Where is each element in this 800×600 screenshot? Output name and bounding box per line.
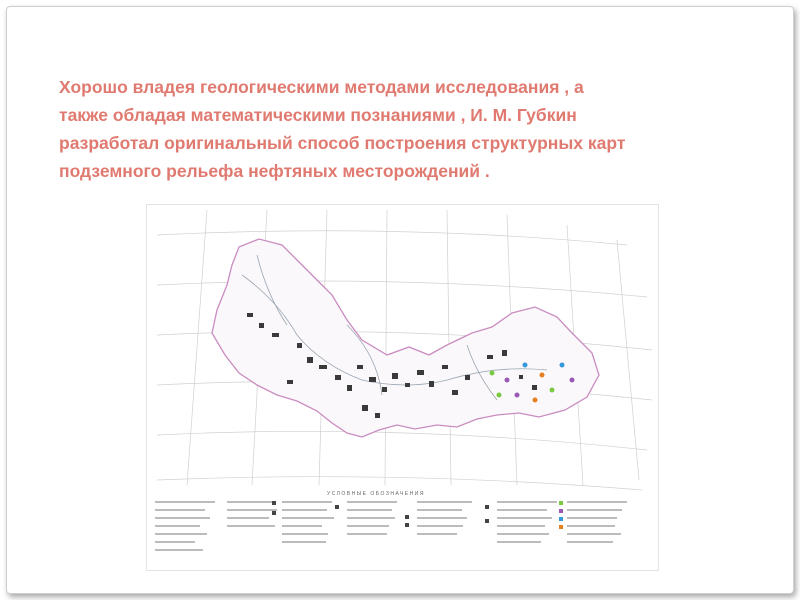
text-line-3: разработал оригинальный способ построения структурных карт bbox=[59, 133, 626, 153]
slide-body-text bbox=[59, 73, 779, 185]
oil-fields-map-image bbox=[146, 204, 659, 571]
text-line-2: также обладая математическими познаниями , И. М. Губкин bbox=[59, 105, 577, 125]
text-line-1: Хорошо владея геологическими методами исследования , а bbox=[59, 77, 584, 97]
legend-swatches bbox=[272, 501, 489, 527]
region-outline bbox=[212, 239, 599, 437]
text-line-4: подземного рельефа нефтяных месторождений . bbox=[59, 161, 490, 181]
map-legend bbox=[155, 491, 627, 551]
legend-title: УСЛОВНЫЕ ОБОЗНАЧЕНИЯ bbox=[327, 491, 425, 497]
legend-color-swatches bbox=[559, 501, 563, 529]
map-drawing bbox=[147, 205, 658, 570]
legend-entries bbox=[155, 501, 627, 551]
